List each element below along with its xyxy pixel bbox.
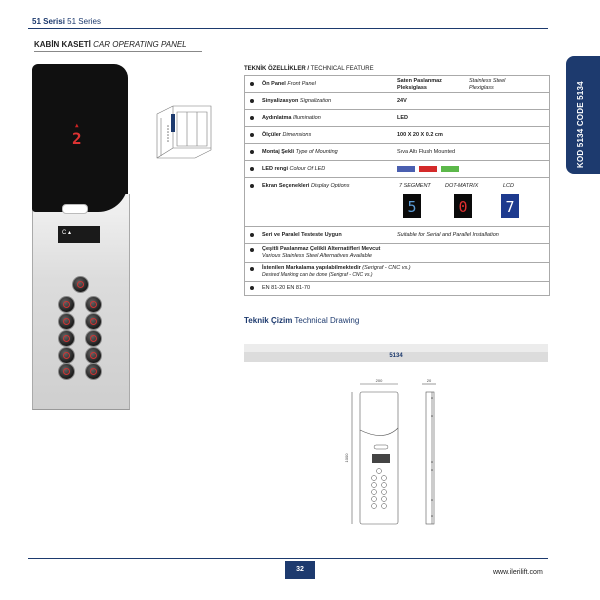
footer-rule: [28, 558, 548, 559]
led-colour-green-swatch: [441, 166, 459, 172]
section-title-tr: KABİN KASETİ: [34, 40, 91, 49]
feature-label: Seri ve Paralel Testeste Uygun: [262, 232, 342, 238]
panel-floor-display: [72, 122, 82, 148]
bullet-icon: [250, 150, 254, 154]
feature-label: Sinyalizasyon Signalization: [262, 98, 332, 104]
header-rule: [28, 28, 548, 29]
technical-drawing-box: [244, 344, 548, 538]
website-link[interactable]: www.ilerilift.com: [493, 569, 543, 576]
dim-height-text: 1000: [344, 453, 349, 463]
panel-button: [85, 347, 102, 364]
dot-matrix-display-sample: 0: [454, 194, 472, 218]
cabin-sketch: [153, 104, 213, 160]
feature-value: 24V: [397, 98, 407, 104]
bullet-icon: [250, 184, 254, 188]
dim-depth-text: 20: [426, 378, 432, 383]
feature-label: LED rengi Colour Of LED: [262, 166, 326, 172]
feature-label: Aydınlatma Illumination: [262, 115, 321, 121]
feature-value: Suitable for Serial and Parallel Installation: [397, 232, 499, 238]
bullet-icon: [250, 116, 254, 120]
drawing-code: 5134: [389, 353, 403, 359]
panel-button: [58, 313, 75, 330]
panel-button: [58, 330, 75, 347]
feature-row-front-panel: [245, 76, 549, 93]
bullet-icon: [250, 167, 254, 171]
panel-direction-arrow: ▲: [75, 122, 79, 129]
feature-label: Ölçüler Dimensions: [262, 132, 312, 138]
bullet-icon: [250, 248, 254, 252]
feature-row-led-colour: [245, 161, 549, 178]
display-option-label: DOT-MATRIX: [445, 183, 479, 189]
section-title: [34, 40, 187, 49]
feature-value: Saten Paslanmaz Pleksiglass: [397, 78, 442, 91]
section-rule: [34, 51, 202, 52]
feature-row-mounting: [245, 144, 549, 161]
technical-drawing-title-tr: Teknik Çizim: [244, 316, 293, 325]
technical-drawing-title-en: Technical Drawing: [294, 316, 360, 325]
feature-label: Çeşitli Paslanmaz Çelikli Alternatifleri Mevcut Various Stainless Steel Alternatives Available: [262, 246, 381, 259]
bullet-icon: [250, 99, 254, 103]
display-option-label: LCD: [503, 183, 515, 189]
dim-width-text: 200: [375, 378, 383, 383]
feature-row-dimensions: [245, 127, 549, 144]
features-title-en: TECHNICAL FEATURE: [310, 66, 374, 72]
car-operating-panel-image: [32, 64, 128, 409]
feature-row-signalization: [245, 93, 549, 110]
panel-button: [58, 296, 75, 313]
feature-label: Ekran Seçenekleri Display Options: [262, 183, 350, 189]
bullet-icon: [250, 133, 254, 137]
lcd-display-sample: 7: [501, 194, 519, 218]
panel-button: [58, 347, 75, 364]
led-colour-blue-swatch: [397, 166, 415, 172]
panel-button: [58, 363, 75, 380]
product-code-tab: [566, 56, 600, 174]
series-title-tr: 51 Serisi: [32, 17, 65, 26]
feature-value: LED: [397, 115, 408, 121]
feature-label: Montaj Şekli Type of Mounting: [262, 149, 338, 155]
series-title-en: 51 Series: [67, 17, 101, 26]
feature-row-marking: [245, 263, 549, 282]
panel-button: [72, 276, 89, 293]
panel-button: [85, 330, 102, 347]
product-code-label: KOD 5134 CODE 5134: [576, 81, 585, 168]
feature-row-alternatives: [245, 244, 549, 263]
features-title: [244, 66, 374, 72]
feature-value: 100 X 20 X 0.2 cm: [397, 132, 443, 138]
feature-row-installation: [245, 227, 549, 244]
page-number: 32: [285, 561, 315, 579]
panel-info-screen: [58, 226, 100, 243]
bullet-icon: [250, 233, 254, 237]
feature-value: Sıva Altı Flush Mounted: [397, 149, 456, 155]
feature-row-illumination: [245, 110, 549, 127]
seven-segment-display-sample: 5: [403, 194, 421, 218]
panel-button: [85, 313, 102, 330]
panel-button: [85, 363, 102, 380]
section-title-en: CAR OPERATING PANEL: [93, 40, 187, 49]
features-table: [244, 75, 550, 296]
features-title-tr: TEKNİK ÖZELLİKLER /: [244, 66, 309, 72]
bullet-icon: [250, 267, 254, 271]
panel-button: [85, 296, 102, 313]
panel-screen-text: C ▴: [62, 230, 72, 236]
led-colour-red-swatch: [419, 166, 437, 172]
panel-floor-number: 2: [72, 129, 82, 148]
series-title: [32, 17, 101, 26]
drawing-sheet: [244, 362, 548, 538]
display-option-label: 7 SEGMENT: [399, 183, 431, 189]
panel-key-slot: [62, 204, 88, 214]
feature-label: İstenilen Markalama yapılabilmektedir (Serigraf - CNC vs.) Desired Marking can be done (Serigraf - CNC vs.): [262, 265, 411, 278]
drawing-header: [244, 352, 548, 362]
feature-value-en: Stainless Steel Plexiglass: [469, 78, 506, 91]
feature-label: EN 81-20 EN 81-70: [262, 285, 310, 291]
technical-drawing: [244, 362, 548, 538]
bullet-icon: [250, 82, 254, 86]
feature-row-display-options: [245, 178, 549, 227]
technical-drawing-title: [244, 316, 359, 325]
feature-row-standards: [245, 282, 549, 295]
feature-label: Ön Panel Front Panel: [262, 81, 316, 87]
bullet-icon: [250, 286, 254, 290]
